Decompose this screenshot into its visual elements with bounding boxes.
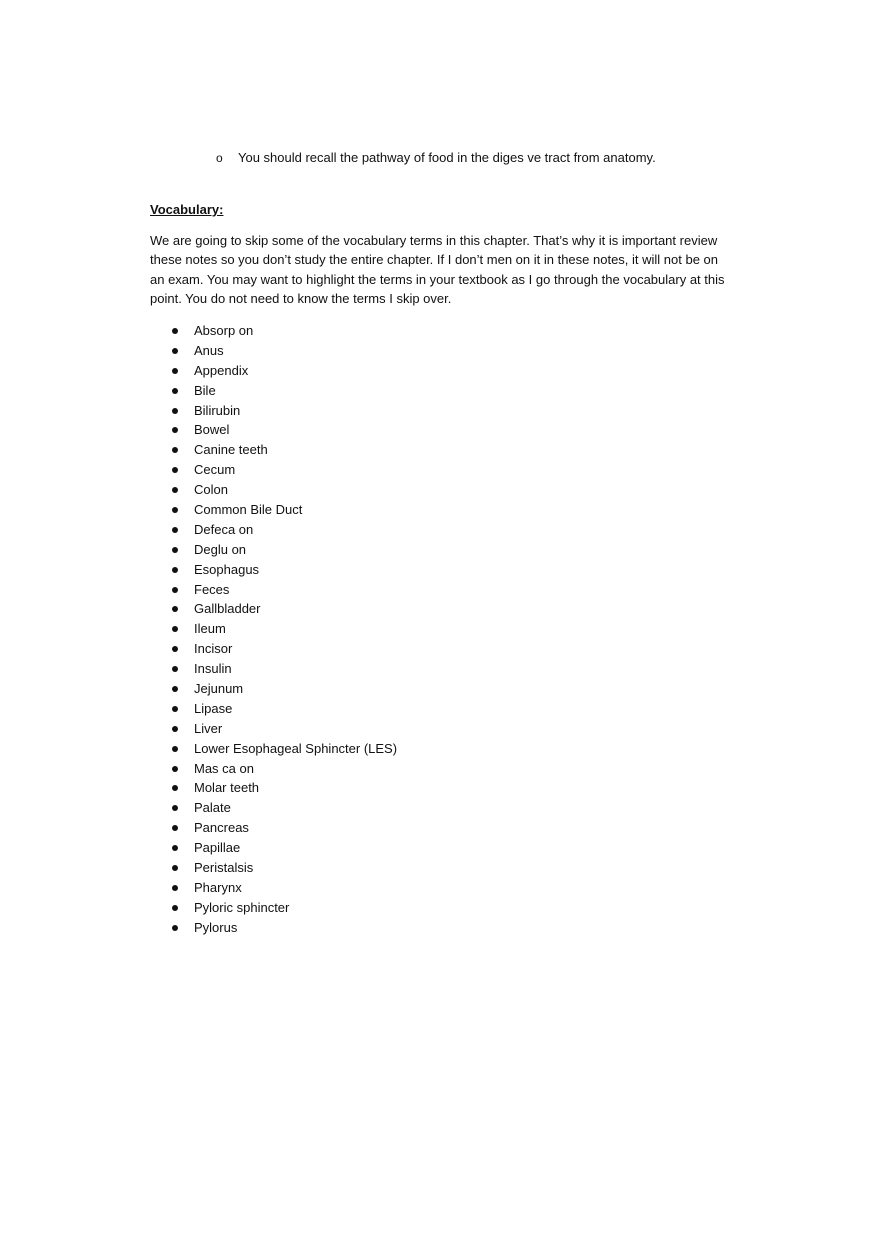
bullet-icon	[172, 686, 178, 692]
vocabulary-term: Palate	[194, 800, 231, 816]
list-item	[170, 898, 570, 918]
list-item	[170, 838, 570, 858]
bullet-icon	[172, 626, 178, 632]
bullet-icon	[172, 905, 178, 911]
list-item	[170, 739, 570, 759]
list-item	[170, 818, 570, 838]
list-item	[170, 381, 570, 401]
list-item	[170, 480, 570, 500]
vocabulary-term: Incisor	[194, 641, 233, 657]
list-item	[170, 778, 570, 798]
vocabulary-term: Colon	[194, 482, 228, 498]
vocabulary-term: Jejunum	[194, 681, 244, 697]
vocabulary-term: Common Bile Duct	[194, 502, 303, 518]
vocabulary-term: Pylorus	[194, 919, 238, 935]
list-item	[170, 520, 570, 540]
bullet-icon	[172, 547, 178, 553]
list-item	[170, 719, 570, 739]
list-item	[170, 619, 570, 639]
list-item	[170, 440, 570, 460]
bullet-icon	[172, 408, 178, 414]
bullet-icon	[172, 766, 178, 772]
list-item	[170, 401, 570, 421]
vocabulary-term: Molar teeth	[194, 780, 260, 796]
list-item	[170, 858, 570, 878]
vocabulary-term: Deglu on	[194, 541, 247, 557]
vocabulary-term: Anus	[194, 342, 224, 358]
vocabulary-term: Gallbladder	[194, 601, 261, 617]
bullet-icon	[172, 447, 178, 453]
bullet-icon	[172, 726, 178, 732]
vocabulary-term: Bowel	[194, 422, 230, 438]
vocabulary-term: Appendix	[194, 362, 249, 378]
intro-sub-bullet	[216, 148, 836, 168]
bullet-icon	[172, 845, 178, 851]
vocabulary-term: Lipase	[194, 700, 233, 716]
bullet-icon	[172, 348, 178, 354]
bullet-icon	[172, 388, 178, 394]
list-item	[170, 361, 570, 381]
list-item	[170, 759, 570, 779]
list-item	[170, 699, 570, 719]
bullet-icon	[172, 606, 178, 612]
list-item	[170, 659, 570, 679]
list-item	[170, 540, 570, 560]
vocabulary-term: Papillae	[194, 840, 241, 856]
vocabulary-term: Defeca on	[194, 521, 254, 537]
list-item	[170, 798, 570, 818]
bullet-icon	[172, 328, 178, 334]
intro-text: You should recall the pathway of food in the diges ve tract from anatomy.	[238, 150, 656, 165]
list-item	[170, 918, 570, 938]
bullet-icon	[172, 746, 178, 752]
bullet-icon	[172, 825, 178, 831]
list-item	[170, 460, 570, 480]
list-item	[170, 500, 570, 520]
list-item	[170, 420, 570, 440]
vocabulary-term: Ileum	[194, 621, 226, 637]
bullet-icon	[172, 507, 178, 513]
bullet-icon	[172, 805, 178, 811]
vocabulary-term: Mas ca on	[194, 760, 254, 776]
list-item	[170, 341, 570, 361]
bullet-icon	[172, 646, 178, 652]
list-item	[170, 639, 570, 659]
bullet-icon	[172, 368, 178, 374]
vocabulary-list	[170, 321, 570, 938]
vocabulary-paragraph: We are going to skip some of the vocabulary terms in this chapter. That’s why it is important review these notes so you don’t study the entire chapter. If I don’t men on it in these notes, it will not be on an exam. You may want to highlight the terms in your textbook as I go through the vocabulary at this point. You do not need to know the terms I skip over.	[150, 233, 725, 307]
list-item	[170, 878, 570, 898]
bullet-icon	[172, 706, 178, 712]
bullet-icon	[172, 427, 178, 433]
list-item	[170, 580, 570, 600]
vocabulary-term: Bilirubin	[194, 402, 241, 418]
vocabulary-term: Pancreas	[194, 820, 249, 836]
vocabulary-term: Liver	[194, 720, 223, 736]
list-item	[170, 560, 570, 580]
bullet-icon	[172, 785, 178, 791]
bullet-icon	[172, 885, 178, 891]
vocabulary-term: Insulin	[194, 661, 232, 677]
vocabulary-term: Pharynx	[194, 879, 242, 895]
list-item	[170, 321, 570, 341]
vocabulary-heading: Vocabulary:	[150, 202, 224, 217]
bullet-icon	[172, 587, 178, 593]
bullet-icon	[172, 567, 178, 573]
sub-bullet-marker: o	[216, 151, 223, 165]
list-item	[170, 599, 570, 619]
vocabulary-term: Pyloric sphincter	[194, 899, 290, 915]
bullet-icon	[172, 865, 178, 871]
bullet-icon	[172, 487, 178, 493]
bullet-icon	[172, 467, 178, 473]
vocabulary-term: Canine teeth	[194, 442, 268, 458]
list-item	[170, 679, 570, 699]
vocabulary-term: Cecum	[194, 462, 236, 478]
bullet-icon	[172, 527, 178, 533]
bullet-icon	[172, 925, 178, 931]
vocabulary-term: Bile	[194, 382, 216, 398]
vocabulary-term: Feces	[194, 581, 230, 597]
bullet-icon	[172, 666, 178, 672]
vocabulary-term: Esophagus	[194, 561, 260, 577]
vocabulary-term: Peristalsis	[194, 860, 254, 876]
vocabulary-term: Absorp on	[194, 323, 254, 338]
vocabulary-term: Lower Esophageal Sphincter (LES)	[194, 740, 398, 756]
